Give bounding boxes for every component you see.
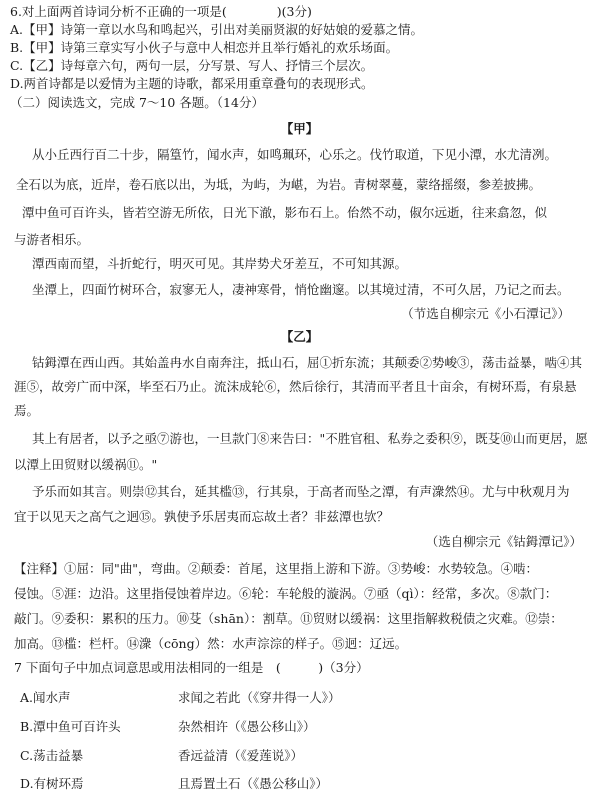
q7-option-d-right: 且焉置土石（《愚公移山》） [178,776,329,791]
q7-option-b-right: 杂然相许（《愚公移山》） [178,719,316,734]
yi-line-6: 予乐而如其言。则崇⑫其台，延其槛⑬，行其泉，于高者而坠之潭，有声潨然⑭。尤与中秋观月为 [32,484,570,499]
q7-option-b-left: B.潭中鱼可百许头 [20,719,121,734]
notes-line-2: 侵蚀。⑤涯：边沿。这里指侵蚀着岸边。⑥轮：车轮般的漩涡。⑦亟（qì）：经常，多次。⑧款门： [14,586,558,601]
yi-line-5: 以潭上田贸财以缓祸⑪。" [14,457,158,472]
q6-option-c: C.【乙】诗每章六句，两句一层，分写景、写人、抒情三个层次。 [10,58,374,73]
passage-jia-heading: 【甲】 [280,121,319,136]
jia-source: （节选自柳宗元《小石潭记》） [401,306,570,321]
yi-line-3: 焉。 [14,403,40,418]
yi-line-7: 宜于以见天之高气之迥⑮。孰使予乐居夷而忘故土者？非兹潭也欤？ [14,509,390,524]
jia-line-1: 从小丘西行百二十步，隔篁竹，闻水声，如鸣珮环，心乐之。伐竹取道，下见小潭，水尤清冽。 [32,147,558,162]
jia-line-6: 坐潭上，四面竹树环合，寂寥无人，凄神寒骨，悄怆幽邃。以其境过清，不可久居，乃记之而去。 [32,282,570,297]
notes-line-3: 敲门。⑨委积：累积的压力。⑩芟（shān）：割草。⑪贸财以缓祸：这里指解救税债之灾难。⑫崇： [14,611,563,626]
notes-line-1: 【注释】①屈：同"曲"，弯曲。②颠委：首尾，这里指上游和下游。③势峻：水势较急。④啮： [14,561,539,576]
q7-option-c-left: C.荡击益暴 [20,748,84,763]
yi-line-4: 其上有居者，以予之亟⑦游也，一旦款门⑧来告曰："不胜官租、私券之委积⑨，既芟⑩山而更居，愿 [32,431,588,446]
q7-option-d-left: D.有树环焉 [20,776,84,791]
section-heading: （二）阅读选文，完成 7～10 各题。（14分） [10,95,264,110]
jia-line-5: 潭西南而望，斗折蛇行，明灭可见。其岸势犬牙差互，不可知其源。 [32,256,408,271]
yi-source: （选自柳宗元《钴鉧潭记》） [425,534,582,549]
yi-line-2: 涯⑤，故旁广而中深，毕至石乃止。流沫成轮⑥，然后徐行，其清而平者且十亩余，有树环焉，有泉悬 [14,379,577,394]
yi-line-1: 钴鉧潭在西山西。其始盖冉水自南奔注，抵山石，屈①折东流；其颠委②势峻③，荡击益暴，啮④其 [32,355,583,370]
q7-option-a-right: 求闻之若此（《穿井得一人》） [178,690,341,705]
q7-option-a-left: A.闻水声 [20,690,71,705]
q7-option-c-right: 香远益清（《爱莲说》） [178,748,304,763]
q6-option-a: A.【甲】诗第一章以水鸟和鸣起兴，引出对美丽贤淑的好姑娘的爱慕之情。 [10,22,424,37]
jia-line-2: 全石以为底，近岸，卷石底以出，为坻，为屿，为嵁，为岩。青树翠蔓，蒙络摇缀，参差披拂。 [16,177,542,192]
q6-stem: 6.对上面两首诗词分析不正确的一项是( )(3分) [10,4,312,19]
notes-line-4: 加高。⑬槛：栏杆。⑭潨（cōng）然：水声淙淙的样子。⑮迥：辽远。 [14,636,408,651]
q6-option-d: D.两首诗都是以爱情为主题的诗歌，都采用重章叠句的表现形式。 [10,76,374,91]
jia-line-4: 与游者相乐。 [14,232,90,247]
passage-yi-heading: 【乙】 [280,329,319,344]
jia-line-3: 潭中鱼可百许头，皆若空游无所依，日光下澈，影布石上。佁然不动，俶尔远逝，往来翕忽，似 [22,205,548,220]
q7-stem: 7 下面句子中加点词意思或用法相同的一组是 ( )（3分） [14,660,369,675]
q6-option-b: B.【甲】诗第三章实写小伙子与意中人相恋并且举行婚礼的欢乐场面。 [10,40,399,55]
